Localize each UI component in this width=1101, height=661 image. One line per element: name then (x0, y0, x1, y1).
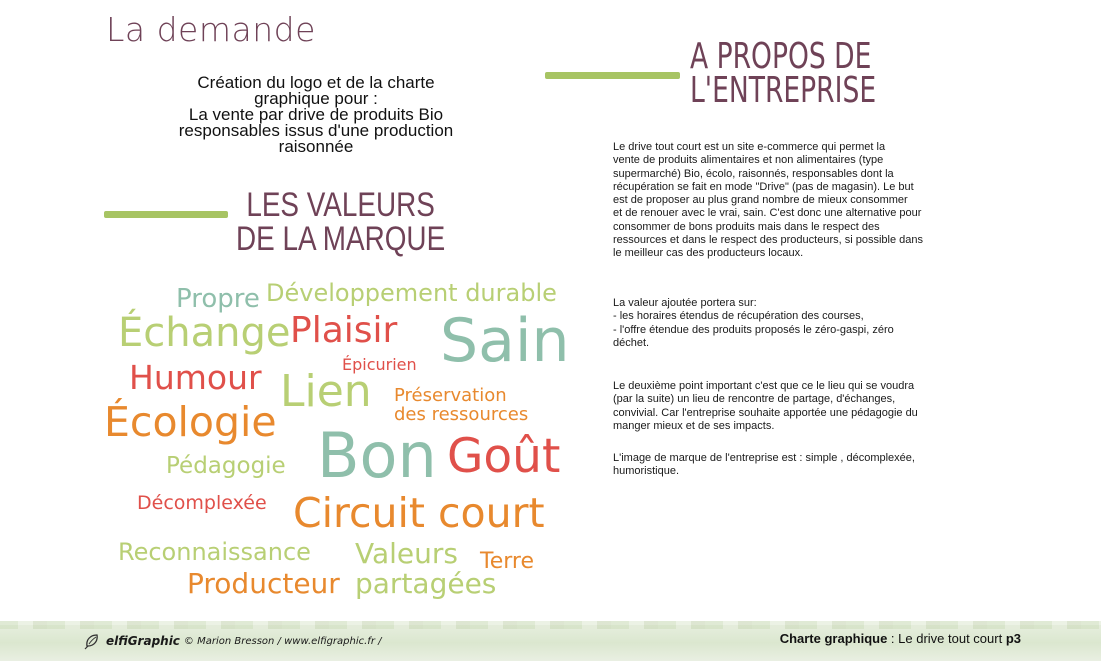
copyright-line: © Marion Bresson / www.elfigraphic.fr / (183, 635, 382, 647)
cloud-word: Terre (480, 549, 534, 574)
para-line: déchet. (613, 336, 650, 349)
para-line: - les horaires étendus de récupération des courses, (613, 310, 864, 323)
para-line: est de proposer au plus grand nombre de mieux consommer (613, 194, 908, 207)
para-line: La valeur ajoutée portera sur: (613, 297, 757, 309)
valeurs-accent-bar (104, 211, 228, 218)
demande-line: La vente par drive de produits Bio (188, 105, 444, 124)
demande-line: Création du logo et de la charte (197, 73, 435, 92)
cloud-word: Pédagogie (166, 453, 286, 479)
para-line: le meilleur cas des producteurs locaux. (613, 247, 804, 260)
apropos-paragraph (613, 380, 985, 433)
logo-name: elfiGraphic (106, 634, 180, 648)
para-line: (par la suite) un lieu de rencontre de partage, d'échanges, (613, 393, 896, 406)
para-line: ressources et dans le respect des producteurs, si possible dans (613, 234, 923, 247)
doc-label-bold: Charte graphique (779, 631, 888, 646)
para-line: et de renouer avec le vrai, sain. C'est donc une alternative pour (613, 207, 922, 220)
cloud-word: partagées (355, 567, 497, 600)
apropos-title (690, 36, 903, 111)
demande-line: graphique pour : (254, 89, 378, 108)
leaf-spiral-icon (84, 632, 102, 650)
apropos-paragraph (613, 297, 985, 350)
cloud-word: Humour (129, 358, 262, 397)
apropos-title-line: L'ENTREPRISE (690, 70, 877, 111)
para-line: supermarché) Bio, écolo, raisonnés, responsables dont la (613, 167, 894, 180)
demande-title: La demande (106, 10, 316, 49)
cloud-word: Plaisir (290, 310, 398, 351)
apropos-accent-bar (545, 72, 680, 79)
cloud-word: Circuit court (293, 489, 545, 537)
valeurs-title-line: LES VALEURS (246, 186, 435, 224)
cloud-word: Valeurs (355, 537, 458, 570)
cloud-word: Propre (176, 284, 260, 314)
para-line: convivial. Car l'entreprise souhaite apportée une pédagogie du (613, 406, 918, 419)
cloud-word: Producteur (187, 567, 340, 600)
para-line: récupération se fait en mode "Drive" (pas de magasin). Le but (613, 180, 914, 193)
cloud-word: Lien (280, 366, 372, 417)
doc-label-rest: : Le drive tout court (887, 631, 1006, 646)
cloud-word: Échange (118, 310, 291, 356)
footer-logo (84, 632, 381, 650)
cloud-word: Goût (447, 429, 561, 484)
cloud-word: Écologie (104, 398, 277, 446)
cloud-word: Épicurien (342, 355, 417, 374)
apropos-paragraph (613, 452, 985, 479)
cloud-word: Préservation (394, 385, 507, 406)
cloud-word: des ressources (394, 404, 529, 425)
page-number: p3 (1005, 631, 1021, 646)
para-line: Le deuxième point important c'est que ce le lieu qui se voudra (613, 380, 915, 392)
para-line: consommer de bons produits mais dans le respect des (613, 220, 880, 233)
valeurs-title (234, 188, 447, 256)
cloud-word: Bon (317, 419, 437, 492)
cloud-word: Reconnaissance (118, 538, 311, 566)
apropos-title-line: A PROPOS DE (690, 36, 872, 77)
para-line: humoristique. (613, 465, 680, 478)
demande-line: raisonnée (278, 137, 354, 156)
para-line: Le drive tout court est un site e-commerce qui permet la (613, 141, 886, 153)
cloud-word: Développement durable (266, 279, 557, 307)
demande-line: responsables issus d'une production (178, 121, 454, 140)
footer-doc-label (780, 631, 1021, 646)
cloud-word: Décomplexée (137, 492, 267, 514)
apropos-paragraph (613, 141, 985, 261)
para-line: L'image de marque de l'entreprise est : simple , décomplexée, (613, 452, 915, 464)
para-line: vente de produits alimentaires et non alimentaires (type (613, 154, 884, 167)
valeurs-title-line: DE LA MARQUE (236, 220, 446, 258)
demande-text (130, 75, 502, 155)
para-line: - l'offre étendue des produits proposés le zéro-gaspi, zéro (613, 323, 894, 336)
para-line: manger mieux et de ses impacts. (613, 419, 775, 432)
cloud-word: Sain (440, 306, 570, 376)
